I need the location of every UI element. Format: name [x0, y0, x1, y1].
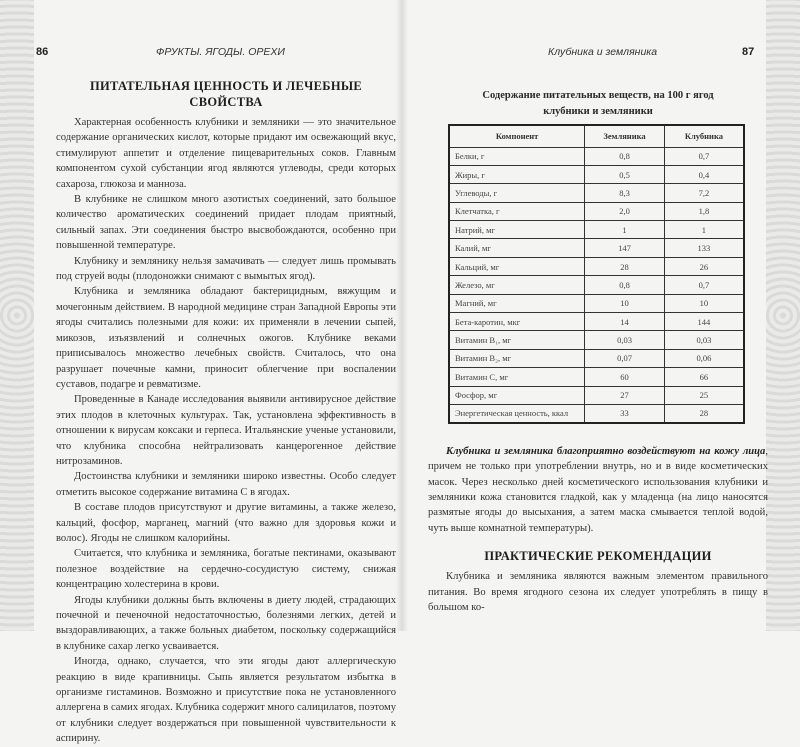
paragraph: Клубнику и землянику нельзя замачивать — следует лишь промывать под струей воды (плодоножки снимают с вымытых ягод).: [56, 255, 396, 283]
running-head: ФРУКТЫ. ЯГОДЫ. ОРЕХИ: [156, 46, 285, 58]
wild-strawberry-cell: 27: [585, 386, 665, 404]
strawberry-cell: 133: [664, 239, 744, 257]
component-cell: Калий, мг: [449, 239, 585, 257]
table-header-row: [449, 125, 744, 147]
table-row: [449, 404, 744, 422]
caption-line: клубники и земляники: [543, 106, 653, 117]
wild-strawberry-cell: 0,07: [585, 349, 665, 367]
table-row: [449, 202, 744, 220]
paragraph: Клубника и земляника являются важным элементом правильного питания. Во время ягодного сезона их следует употреблять в пищу в большом ко-: [428, 571, 768, 614]
paragraph: Клубника и земляника обладают бактерицидным, вяжущим и мочегонным действием. В народной медицине стран Западной Европы эти ягоды считались полезными для кожи: их применяли в лечении сыпей, микозов, изъязвлений и солнечных ожогов. Клубнике веками приписывалось множество лечебных свойств. Считалось, что она разрушает почечные камни, приносит облегчение при воспалении суставов, подагре и ревматизме.: [56, 286, 396, 390]
component-cell: Железо, мг: [449, 276, 585, 294]
strawberry-cell: 7,2: [664, 184, 744, 202]
table-row: [449, 257, 744, 275]
wild-strawberry-cell: 33: [585, 404, 665, 422]
paragraph: Ягоды клубники должны быть включены в диету людей, страдающих почечной и печеночной недостаточностью, болезнями легких, детей и выздоравливающих, а также больных диабетом, поскольку содержащийся в клубнике сахар легко усваивается.: [56, 594, 396, 652]
left-page: [36, 0, 406, 745]
strawberry-cell: 0,7: [664, 276, 744, 294]
paragraph-text: , причем не только при употреблении внутрь, но и в виде косметических масок. Через несколько дней косметического использования клубники и земляники кожа становится гладкой, как у младенца (на лицо наносятся размятые ягоды до высыхания, а затем маска смывается теплой водой, чуть выше комнатной температуры).: [428, 445, 768, 534]
right-content: [428, 88, 768, 616]
running-head: Клубника и земляника: [548, 46, 658, 58]
component-cell: Клетчатка, г: [449, 202, 585, 220]
caption-line: Содержание питательных веществ, на 100 г ягод: [482, 90, 714, 101]
strawberry-cell: 26: [664, 257, 744, 275]
component-cell: Кальций, мг: [449, 257, 585, 275]
wild-strawberry-cell: 1: [585, 221, 665, 239]
component-cell: Углеводы, г: [449, 184, 585, 202]
paragraph: В клубнике не слишком много азотистых соединений, зато большое количество ароматических соединений придает плодам приятный, сильный запах. Эти соединения быстро высвобождаются, особенно при повышенной температуре.: [56, 194, 396, 252]
wild-strawberry-cell: 8,3: [585, 184, 665, 202]
body-text: [428, 569, 768, 615]
strawberry-cell: 28: [664, 404, 744, 422]
strawberry-cell: 0,06: [664, 349, 744, 367]
left-content: [56, 78, 396, 747]
component-cell: Натрий, мг: [449, 221, 585, 239]
table-row: [449, 147, 744, 165]
column-header: Клубника: [664, 125, 744, 147]
strawberry-cell: 10: [664, 294, 744, 312]
wild-strawberry-cell: 0,8: [585, 147, 665, 165]
component-cell: Бета-каротин, мкг: [449, 313, 585, 331]
strawberry-cell: 0,4: [664, 165, 744, 183]
component-cell: Фосфор, мг: [449, 386, 585, 404]
floral-border-left: [0, 0, 34, 631]
paragraph: Иногда, однако, случается, что эти ягоды дают аллергическую реакцию в виде крапивницы. Сыпь является результатом избытка в организме гистаминов. Возможно и присутствие пока не установленного аллергена в самих ягодах. Клубника содержит много салицилатов, поэтому от клубники следует воздержаться при повышенной чувствительности к аспирину.: [56, 656, 396, 745]
component-cell: Магний, мг: [449, 294, 585, 312]
section-heading: ПИТАТЕЛЬНАЯ ЦЕННОСТЬ И ЛЕЧЕБНЫЕ СВОЙСТВА: [89, 79, 363, 109]
table-row: [449, 294, 744, 312]
paragraph: Проведенные в Канаде исследования выявили антивирусное действие этих плодов в клеточных культурах. Так, установлена эффективность в отношении к вирусам коксаки и герпеса. Итальянские ученые установили, что клубника способна нейтрализовать канцерогенное действие нитрозаминов.: [56, 394, 396, 467]
component-cell: Белки, г: [449, 147, 585, 165]
table-row: [449, 239, 744, 257]
column-header: Земляника: [585, 125, 665, 147]
emphasis-text: Клубника и земляника благоприятно воздействуют на кожу лица: [446, 445, 766, 457]
component-cell: Жиры, г: [449, 165, 585, 183]
table-caption: [478, 88, 718, 120]
wild-strawberry-cell: 147: [585, 239, 665, 257]
column-header: Компонент: [449, 125, 585, 147]
right-page: [410, 0, 780, 631]
paragraph: Характерная особенность клубники и земляники — это значительное содержание органических кислот, которые придают им освежающий вкус, стимулируют аппетит и отделение пищеварительных соков. Главным компонентом сухой субстанции ягод являются углеводы, среди которых сахароза, глюкоза и манноза.: [56, 117, 396, 190]
strawberry-cell: 66: [664, 368, 744, 386]
table-row: [449, 276, 744, 294]
page-number: 86: [36, 46, 49, 58]
strawberry-cell: 1,8: [664, 202, 744, 220]
strawberry-cell: 1: [664, 221, 744, 239]
table-row: [449, 165, 744, 183]
wild-strawberry-cell: 0,5: [585, 165, 665, 183]
component-cell: Витамин С, мг: [449, 368, 585, 386]
table-row: [449, 349, 744, 367]
paragraph: В составе плодов присутствуют и другие витамины, а также железо, кальций, фосфор, марганец, магний (что важно для здоровья кожи и волос). Ягоды не слишком калорийны.: [56, 502, 396, 544]
strawberry-cell: 25: [664, 386, 744, 404]
section-heading: ПРАКТИЧЕСКИЕ РЕКОМЕНДАЦИИ: [484, 549, 712, 564]
table-row: [449, 184, 744, 202]
strawberry-cell: 0,03: [664, 331, 744, 349]
paragraph: Считается, что клубника и земляника, богатые пектинами, оказывают полезное воздействие на сердечно-сосудистую систему, снижая концентрацию холестерина в крови.: [56, 548, 396, 591]
strawberry-cell: 0,7: [664, 147, 744, 165]
skin-paragraph: [428, 444, 768, 536]
wild-strawberry-cell: 2,0: [585, 202, 665, 220]
nutrition-table: [448, 124, 745, 424]
component-cell: Витамин B₁, мг: [449, 331, 585, 349]
strawberry-cell: 144: [664, 313, 744, 331]
paragraph: Достоинства клубники и земляники широко известны. Особо следует отметить высокое содержание витамина С в ягодах.: [56, 471, 396, 498]
wild-strawberry-cell: 60: [585, 368, 665, 386]
wild-strawberry-cell: 28: [585, 257, 665, 275]
page-number: 87: [742, 46, 755, 58]
table-row: [449, 386, 744, 404]
table-row: [449, 221, 744, 239]
table-row: [449, 313, 744, 331]
table-row: [449, 331, 744, 349]
table-row: [449, 368, 744, 386]
wild-strawberry-cell: 14: [585, 313, 665, 331]
wild-strawberry-cell: 0,03: [585, 331, 665, 349]
component-cell: Энергетическая ценность, ккал: [449, 404, 585, 422]
wild-strawberry-cell: 0,8: [585, 276, 665, 294]
wild-strawberry-cell: 10: [585, 294, 665, 312]
component-cell: Витамин B₂, мг: [449, 349, 585, 367]
body-text: [56, 115, 396, 747]
